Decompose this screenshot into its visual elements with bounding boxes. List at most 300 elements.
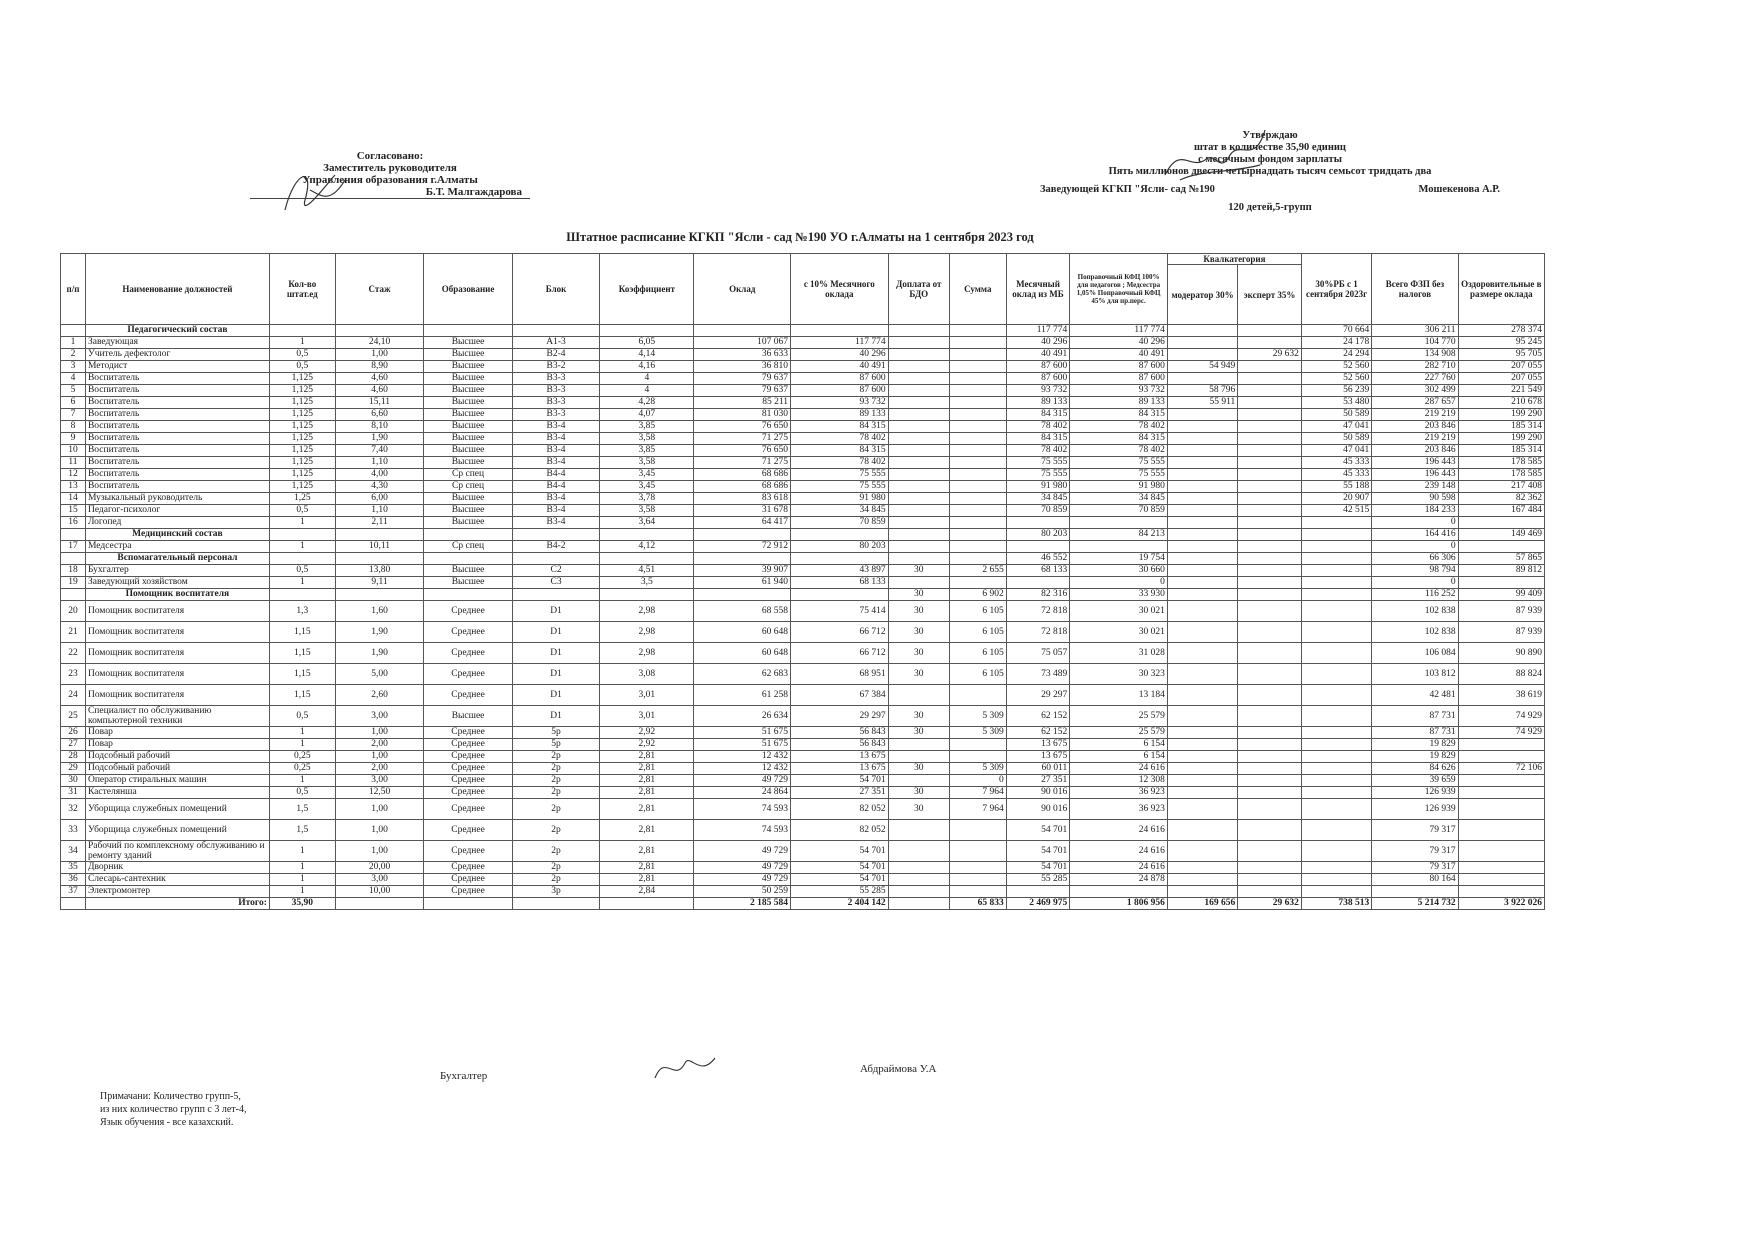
- cell-monthly-salary: 72 818: [1006, 622, 1070, 643]
- cell-row-number: 36: [61, 874, 86, 886]
- cell-total-fzp: 306 211: [1372, 325, 1458, 337]
- cell-row-number: 8: [61, 421, 86, 433]
- cell-moderator: [1167, 445, 1237, 457]
- cell-education: Высшее: [424, 505, 513, 517]
- cell-kfc: 84 315: [1070, 433, 1168, 445]
- cell-rb-30pct: 24 294: [1301, 349, 1371, 361]
- cell-salary: 85 211: [694, 397, 791, 409]
- cell-sum: 5 309: [949, 706, 1006, 727]
- header-salary: Оклад: [694, 254, 791, 325]
- cell-sum: [949, 433, 1006, 445]
- cell-education: [424, 553, 513, 565]
- cell-staff-count: 1,125: [269, 373, 335, 385]
- table-row: [61, 799, 1545, 820]
- cell-position-name: Учитель дефектолог: [85, 349, 269, 361]
- cell-health-payment: [1458, 787, 1544, 799]
- cell-rb-30pct: 50 589: [1301, 409, 1371, 421]
- header-block: Блок: [512, 254, 599, 325]
- cell-kfc: 33 930: [1070, 589, 1168, 601]
- cell-total-fzp: 80 164: [1372, 874, 1458, 886]
- cell-moderator: [1167, 493, 1237, 505]
- cell-monthly-salary: 82 316: [1006, 589, 1070, 601]
- cell-education: Высшее: [424, 373, 513, 385]
- cell-position-name: Помощник воспитателя: [85, 664, 269, 685]
- cell-salary: 74 593: [694, 799, 791, 820]
- header-qualification: Квалкатегория: [1167, 254, 1301, 265]
- cell-sum: [949, 751, 1006, 763]
- cell-monthly-salary: 40 491: [1006, 349, 1070, 361]
- table-row: [61, 643, 1545, 664]
- cell-rb-30pct: [1301, 589, 1371, 601]
- cell-kfc: 30 660: [1070, 565, 1168, 577]
- cell-position-name: Подсобный рабочий: [85, 763, 269, 775]
- cell-sum: [949, 874, 1006, 886]
- cell-education: Ср спец: [424, 541, 513, 553]
- cell-monthly-salary: 84 315: [1006, 433, 1070, 445]
- cell-moderator: [1167, 553, 1237, 565]
- cell-kfc: [1070, 541, 1168, 553]
- cell-health-payment: 38 619: [1458, 685, 1544, 706]
- cell-expert: [1238, 565, 1302, 577]
- cell-salary-10pct: 78 402: [790, 433, 888, 445]
- cell-staff-count: 1,25: [269, 493, 335, 505]
- table-row: [61, 787, 1545, 799]
- cell-row-number: 25: [61, 706, 86, 727]
- cell-education: Среднее: [424, 874, 513, 886]
- notes: [100, 1090, 246, 1129]
- cell-education: Высшее: [424, 397, 513, 409]
- cell-total-fzp: 0: [1372, 517, 1458, 529]
- cell-coefficient: 4,51: [600, 565, 694, 577]
- cell-moderator: [1167, 433, 1237, 445]
- cell-staff-count: 1,3: [269, 601, 335, 622]
- cell-coefficient: 4,16: [600, 361, 694, 373]
- cell-staff-count: 1: [269, 517, 335, 529]
- cell-salary: 71 275: [694, 457, 791, 469]
- cell-expert: [1238, 469, 1302, 481]
- cell-total-fzp: 19 829: [1372, 739, 1458, 751]
- cell-coefficient: 2,92: [600, 739, 694, 751]
- cell-row-number: 34: [61, 841, 86, 862]
- cell-block: В4-4: [512, 481, 599, 493]
- cell-rb-30pct: 56 239: [1301, 385, 1371, 397]
- cell-kfc: 89 133: [1070, 397, 1168, 409]
- cell-expert: [1238, 685, 1302, 706]
- cell-rb-30pct: [1301, 841, 1371, 862]
- cell-salary: 60 648: [694, 622, 791, 643]
- cell-health-payment: 217 408: [1458, 481, 1544, 493]
- totals-monthly: 2 469 975: [1006, 898, 1070, 910]
- cell-row-number: 15: [61, 505, 86, 517]
- cell-rb-30pct: [1301, 622, 1371, 643]
- cell-experience: 1,00: [335, 841, 424, 862]
- cell-education: Среднее: [424, 820, 513, 841]
- cell-coefficient: 4,12: [600, 541, 694, 553]
- cell-position-name: Воспитатель: [85, 481, 269, 493]
- cell-salary: 36 633: [694, 349, 791, 361]
- cell-moderator: [1167, 874, 1237, 886]
- cell-bdo-bonus: 30: [888, 601, 949, 622]
- cell-moderator: 55 911: [1167, 397, 1237, 409]
- cell-monthly-salary: [1006, 886, 1070, 898]
- cell-education: [424, 589, 513, 601]
- cell-total-fzp: 126 939: [1372, 799, 1458, 820]
- section-row: [61, 325, 1545, 337]
- cell-monthly-salary: 40 296: [1006, 337, 1070, 349]
- cell-experience: 1,00: [335, 727, 424, 739]
- table-row: [61, 373, 1545, 385]
- footer-accountant-name: Абдраймова У.А: [860, 1063, 937, 1075]
- cell-row-number: 21: [61, 622, 86, 643]
- cell-staff-count: 1,125: [269, 421, 335, 433]
- cell-coefficient: 2,81: [600, 775, 694, 787]
- cell-health-payment: 90 890: [1458, 643, 1544, 664]
- cell-row-number: [61, 589, 86, 601]
- cell-coefficient: 3,58: [600, 505, 694, 517]
- table-row: [61, 457, 1545, 469]
- cell-monthly-salary: 13 675: [1006, 739, 1070, 751]
- cell-total-fzp: 103 812: [1372, 664, 1458, 685]
- cell-kfc: 25 579: [1070, 727, 1168, 739]
- header-count: Кол-во штат.ед: [269, 254, 335, 325]
- cell-moderator: [1167, 664, 1237, 685]
- cell-position-name: Помощник воспитателя: [85, 643, 269, 664]
- cell-coefficient: [600, 589, 694, 601]
- cell-sum: 6 902: [949, 589, 1006, 601]
- cell-position-name: Подсобный рабочий: [85, 751, 269, 763]
- cell-health-payment: [1458, 862, 1544, 874]
- cell-bdo-bonus: 30: [888, 763, 949, 775]
- cell-sum: [949, 397, 1006, 409]
- cell-experience: 15,11: [335, 397, 424, 409]
- cell-block: 2р: [512, 862, 599, 874]
- cell-position-name: Методист: [85, 361, 269, 373]
- cell-block: В3-4: [512, 517, 599, 529]
- cell-kfc: 117 774: [1070, 325, 1168, 337]
- cell-education: Ср спец: [424, 469, 513, 481]
- cell-expert: [1238, 445, 1302, 457]
- cell-experience: [335, 553, 424, 565]
- cell-coefficient: 2,92: [600, 727, 694, 739]
- approval-left-line2: Заместитель руководителя: [323, 162, 457, 174]
- cell-coefficient: 3,78: [600, 493, 694, 505]
- cell-block: 2р: [512, 799, 599, 820]
- cell-experience: [335, 325, 424, 337]
- cell-sum: [949, 481, 1006, 493]
- cell-salary: [694, 325, 791, 337]
- cell-salary-10pct: 13 675: [790, 763, 888, 775]
- cell-health-payment: 199 290: [1458, 433, 1544, 445]
- cell-kfc: 24 616: [1070, 841, 1168, 862]
- cell-total-fzp: 87 731: [1372, 727, 1458, 739]
- cell-experience: 3,00: [335, 706, 424, 727]
- cell-salary-10pct: 54 701: [790, 775, 888, 787]
- cell-sum: [949, 373, 1006, 385]
- cell-kfc: 0: [1070, 577, 1168, 589]
- cell-staff-count: 1,125: [269, 445, 335, 457]
- cell-row-number: 33: [61, 820, 86, 841]
- cell-salary-10pct: 91 980: [790, 493, 888, 505]
- cell-salary: 26 634: [694, 706, 791, 727]
- cell-monthly-salary: 34 845: [1006, 493, 1070, 505]
- cell-position-name: Воспитатель: [85, 385, 269, 397]
- cell-block: С2: [512, 565, 599, 577]
- cell-bdo-bonus: [888, 361, 949, 373]
- cell-expert: [1238, 517, 1302, 529]
- cell-block: В3-2: [512, 361, 599, 373]
- table-row: [61, 739, 1545, 751]
- table-row: [61, 886, 1545, 898]
- cell-salary: [694, 589, 791, 601]
- cell-education: Высшее: [424, 421, 513, 433]
- cell-salary-10pct: 75 555: [790, 469, 888, 481]
- cell-monthly-salary: 62 152: [1006, 706, 1070, 727]
- totals-sum: 65 833: [949, 898, 1006, 910]
- table-row: [61, 820, 1545, 841]
- cell-coefficient: [600, 325, 694, 337]
- cell-salary: 79 637: [694, 373, 791, 385]
- cell-monthly-salary: 75 555: [1006, 469, 1070, 481]
- cell-bdo-bonus: [888, 349, 949, 361]
- cell-education: Среднее: [424, 886, 513, 898]
- cell-sum: 0: [949, 775, 1006, 787]
- cell-sum: [949, 886, 1006, 898]
- cell-experience: [335, 589, 424, 601]
- table-row: [61, 862, 1545, 874]
- cell-monthly-salary: [1006, 517, 1070, 529]
- cell-coefficient: 6,05: [600, 337, 694, 349]
- cell-moderator: 58 796: [1167, 385, 1237, 397]
- cell-salary-10pct: 84 315: [790, 445, 888, 457]
- cell-row-number: 37: [61, 886, 86, 898]
- cell-row-number: 9: [61, 433, 86, 445]
- cell-expert: [1238, 751, 1302, 763]
- cell-education: Высшее: [424, 517, 513, 529]
- cell-block: В3-4: [512, 493, 599, 505]
- cell-kfc: 34 845: [1070, 493, 1168, 505]
- header-health: Оздоровительные в размере оклада: [1458, 254, 1544, 325]
- header-expert: эксперт 35%: [1238, 265, 1302, 325]
- approval-right-line4: Пять миллионов двести четырнадцать тысяч семьсот тридцать два: [1108, 166, 1432, 177]
- cell-health-payment: 185 314: [1458, 445, 1544, 457]
- cell-bdo-bonus: [888, 397, 949, 409]
- cell-block: В2-4: [512, 349, 599, 361]
- cell-bdo-bonus: [888, 505, 949, 517]
- cell-sum: [949, 325, 1006, 337]
- cell-health-payment: [1458, 739, 1544, 751]
- cell-bdo-bonus: [888, 445, 949, 457]
- totals-count: 35,90: [269, 898, 335, 910]
- cell-total-fzp: 126 939: [1372, 787, 1458, 799]
- cell-health-payment: 87 939: [1458, 622, 1544, 643]
- cell-bdo-bonus: [888, 577, 949, 589]
- totals-label: Итого:: [85, 898, 269, 910]
- cell-moderator: [1167, 886, 1237, 898]
- cell-expert: 29 632: [1238, 349, 1302, 361]
- cell-staff-count: 1,125: [269, 481, 335, 493]
- cell-position-name: Воспитатель: [85, 421, 269, 433]
- cell-moderator: [1167, 763, 1237, 775]
- cell-salary: [694, 553, 791, 565]
- cell-experience: 1,10: [335, 457, 424, 469]
- cell-salary: 12 432: [694, 751, 791, 763]
- cell-rb-30pct: 47 041: [1301, 421, 1371, 433]
- header-education: Образование: [424, 254, 513, 325]
- cell-expert: [1238, 373, 1302, 385]
- cell-staff-count: 1: [269, 874, 335, 886]
- cell-salary: 61 940: [694, 577, 791, 589]
- cell-salary-10pct: 87 600: [790, 385, 888, 397]
- cell-bdo-bonus: 30: [888, 622, 949, 643]
- approval-right-line3: с месячным фондом зарплаты: [1198, 154, 1342, 165]
- cell-health-payment: 99 409: [1458, 589, 1544, 601]
- cell-staff-count: 1: [269, 337, 335, 349]
- cell-row-number: 3: [61, 361, 86, 373]
- cell-salary-10pct: 67 384: [790, 685, 888, 706]
- cell-salary-10pct: 43 897: [790, 565, 888, 577]
- cell-education: Среднее: [424, 787, 513, 799]
- cell-education: [424, 529, 513, 541]
- approval-right-line5-left: Заведующей КГКП "Ясли- сад №190: [1040, 184, 1215, 195]
- cell-sum: 6 105: [949, 622, 1006, 643]
- cell-staff-count: 1,15: [269, 685, 335, 706]
- cell-salary-10pct: 56 843: [790, 727, 888, 739]
- cell-education: Среднее: [424, 775, 513, 787]
- cell-experience: 1,00: [335, 751, 424, 763]
- cell-position-name: Электромонтер: [85, 886, 269, 898]
- table-row: [61, 493, 1545, 505]
- cell-moderator: [1167, 349, 1237, 361]
- cell-coefficient: 4: [600, 373, 694, 385]
- cell-block: 5р: [512, 739, 599, 751]
- cell-block: D1: [512, 601, 599, 622]
- cell-salary: 51 675: [694, 727, 791, 739]
- cell-salary: 68 686: [694, 469, 791, 481]
- cell-staff-count: 1,5: [269, 799, 335, 820]
- cell-rb-30pct: 52 560: [1301, 373, 1371, 385]
- cell-expert: [1238, 787, 1302, 799]
- cell-salary: 36 810: [694, 361, 791, 373]
- cell-position-name: Дворник: [85, 862, 269, 874]
- cell-bdo-bonus: 30: [888, 787, 949, 799]
- totals-moderator: 169 656: [1167, 898, 1237, 910]
- cell-block: 5р: [512, 727, 599, 739]
- cell-position-name: Воспитатель: [85, 433, 269, 445]
- cell-kfc: 84 213: [1070, 529, 1168, 541]
- cell-row-number: 27: [61, 739, 86, 751]
- cell-bdo-bonus: 30: [888, 565, 949, 577]
- cell-bdo-bonus: [888, 493, 949, 505]
- cell-rb-30pct: 53 480: [1301, 397, 1371, 409]
- cell-education: Высшее: [424, 409, 513, 421]
- cell-education: Среднее: [424, 685, 513, 706]
- cell-rb-30pct: [1301, 529, 1371, 541]
- cell-row-number: 2: [61, 349, 86, 361]
- cell-block: В3-4: [512, 445, 599, 457]
- cell-row-number: [61, 553, 86, 565]
- cell-kfc: 19 754: [1070, 553, 1168, 565]
- cell-education: Высшее: [424, 361, 513, 373]
- cell-total-fzp: 66 306: [1372, 553, 1458, 565]
- cell-rb-30pct: 47 041: [1301, 445, 1371, 457]
- cell-coefficient: 4,28: [600, 397, 694, 409]
- cell-block: В3-4: [512, 505, 599, 517]
- cell-expert: [1238, 433, 1302, 445]
- cell-monthly-salary: 27 351: [1006, 775, 1070, 787]
- cell-coefficient: 2,81: [600, 820, 694, 841]
- cell-salary: 81 030: [694, 409, 791, 421]
- cell-moderator: [1167, 787, 1237, 799]
- cell-experience: 8,90: [335, 361, 424, 373]
- cell-position-name: Медицинский состав: [85, 529, 269, 541]
- cell-health-payment: [1458, 874, 1544, 886]
- cell-block: В3-4: [512, 433, 599, 445]
- cell-education: Высшее: [424, 445, 513, 457]
- cell-staff-count: 1: [269, 577, 335, 589]
- cell-salary: 79 637: [694, 385, 791, 397]
- cell-salary: 62 683: [694, 664, 791, 685]
- cell-health-payment: 149 469: [1458, 529, 1544, 541]
- cell-moderator: [1167, 739, 1237, 751]
- cell-sum: 2 655: [949, 565, 1006, 577]
- cell-expert: [1238, 739, 1302, 751]
- totals-expert: 29 632: [1238, 898, 1302, 910]
- cell-kfc: [1070, 517, 1168, 529]
- cell-position-name: Заведующий хозяйством: [85, 577, 269, 589]
- cell-block: 2р: [512, 763, 599, 775]
- cell-salary-10pct: 27 351: [790, 787, 888, 799]
- header-pct10: с 10% Месячного оклада: [790, 254, 888, 325]
- cell-block: D1: [512, 622, 599, 643]
- cell-health-payment: [1458, 751, 1544, 763]
- cell-expert: [1238, 361, 1302, 373]
- cell-row-number: 11: [61, 457, 86, 469]
- cell-salary-10pct: 55 285: [790, 886, 888, 898]
- table-row: [61, 763, 1545, 775]
- cell-kfc: 24 616: [1070, 820, 1168, 841]
- cell-education: Среднее: [424, 862, 513, 874]
- cell-block: В3-3: [512, 409, 599, 421]
- cell-health-payment: 178 585: [1458, 469, 1544, 481]
- cell-total-fzp: 79 317: [1372, 862, 1458, 874]
- cell-education: Высшее: [424, 577, 513, 589]
- cell-expert: [1238, 457, 1302, 469]
- table-row: [61, 727, 1545, 739]
- cell-salary-10pct: 89 133: [790, 409, 888, 421]
- cell-salary: 50 259: [694, 886, 791, 898]
- cell-salary-10pct: 54 701: [790, 841, 888, 862]
- cell-monthly-salary: 73 489: [1006, 664, 1070, 685]
- cell-sum: 6 105: [949, 643, 1006, 664]
- cell-sum: 7 964: [949, 799, 1006, 820]
- cell-experience: 2,00: [335, 763, 424, 775]
- cell-kfc: 30 323: [1070, 664, 1168, 685]
- table-row: [61, 349, 1545, 361]
- cell-block: В3-4: [512, 421, 599, 433]
- cell-expert: [1238, 841, 1302, 862]
- cell-kfc: 12 308: [1070, 775, 1168, 787]
- accountant-signature-image: [650, 1048, 720, 1088]
- cell-experience: 10,11: [335, 541, 424, 553]
- cell-bdo-bonus: 30: [888, 589, 949, 601]
- table-row: [61, 622, 1545, 643]
- cell-staff-count: 1,15: [269, 643, 335, 664]
- cell-sum: 6 105: [949, 664, 1006, 685]
- cell-monthly-salary: 78 402: [1006, 445, 1070, 457]
- cell-position-name: Воспитатель: [85, 373, 269, 385]
- cell-salary-10pct: 29 297: [790, 706, 888, 727]
- cell-health-payment: 72 106: [1458, 763, 1544, 775]
